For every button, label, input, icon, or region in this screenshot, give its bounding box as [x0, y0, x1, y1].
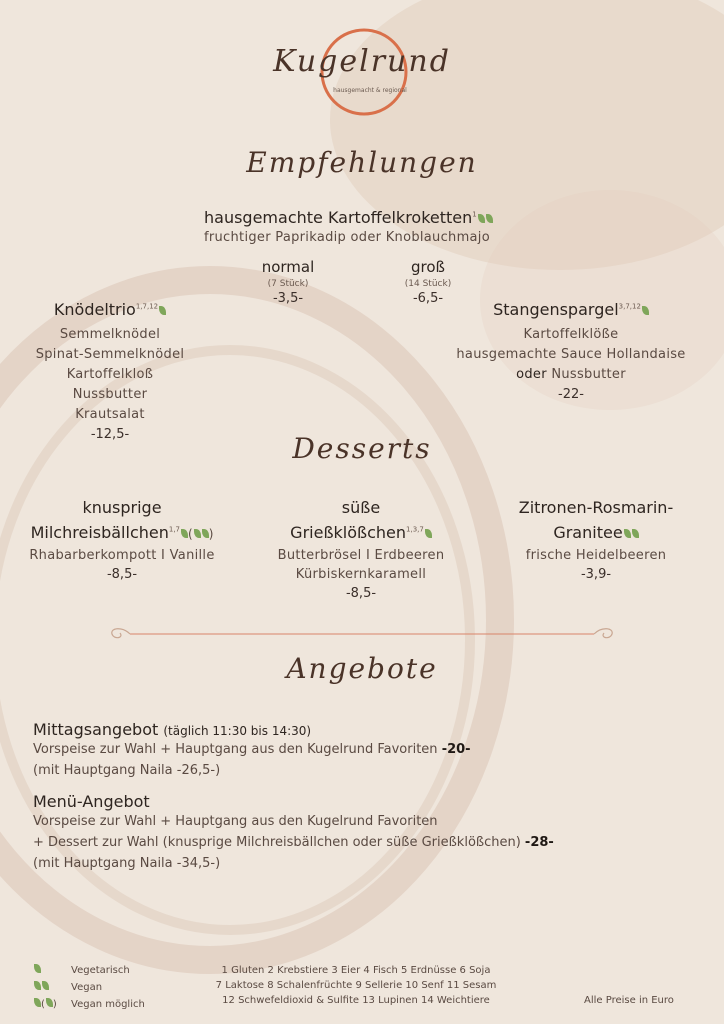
- dessert-desc: Kürbiskernkaramell: [295, 567, 427, 582]
- dessert-price: -8,5-: [106, 567, 138, 582]
- heading-offers: Angebote: [286, 652, 438, 685]
- knoedeltrio-line: Krautsalat: [75, 407, 145, 422]
- vegetarian-icon: [34, 964, 41, 973]
- diet-legend: [33, 958, 213, 1009]
- offer-menu-line: (mit Hauptgang Naila -34,5-): [33, 856, 221, 871]
- paren-close: ): [208, 527, 214, 541]
- legend-row: [33, 958, 213, 975]
- vegan-icon: [46, 998, 53, 1007]
- vegetarian-icon: [425, 529, 432, 538]
- dessert-title-line2: Granitee: [553, 523, 623, 542]
- vegan-icon: [202, 529, 209, 538]
- dessert-title-line1: Zitronen-Rosmarin-: [518, 498, 674, 517]
- allergen-list: [196, 963, 516, 1008]
- dessert-item: [490, 498, 702, 582]
- vegetarian-icon: [181, 529, 188, 538]
- heading-desserts: Desserts: [292, 432, 432, 465]
- spargel-price: -22-: [558, 387, 584, 402]
- size-qty: (14 Stück): [404, 279, 452, 289]
- offer-lunch-title: Mittagsangebot: [33, 720, 159, 739]
- paren-open: (: [41, 999, 45, 1010]
- dessert-item: [258, 498, 464, 601]
- dessert-price: -3,9-: [580, 567, 612, 582]
- allergen-line: 1 Gluten 2 Krebstiere 3 Eier 4 Fisch 5 Erdnüsse 6 Soja: [221, 965, 491, 976]
- spargel-allergens: 3,7,12: [618, 302, 641, 311]
- legend-label: Vegetarisch: [71, 965, 130, 976]
- knoedeltrio-line: Spinat-Semmelknödel: [35, 347, 185, 362]
- vegan-icon: [624, 529, 631, 538]
- size-price: -3,5-: [272, 291, 304, 306]
- croquettes-title: hausgemachte Kartoffelkroketten: [204, 208, 473, 227]
- prices-note: Alle Preise in Euro: [584, 995, 674, 1006]
- vegan-icon: [632, 529, 639, 538]
- dessert-desc: frische Heidelbeeren: [525, 548, 667, 563]
- heading-recommendations: Empfehlungen: [246, 146, 478, 179]
- size-price: -6,5-: [412, 291, 444, 306]
- knoedeltrio-title: Knödeltrio: [53, 300, 136, 319]
- offer-menu-price: -28-: [524, 835, 554, 850]
- size-label: normal: [261, 258, 315, 276]
- legend-row: [33, 975, 213, 992]
- vegetarian-icon: [642, 306, 649, 315]
- croquettes-size-normal: [240, 258, 336, 306]
- dessert-title-line1: süße: [341, 498, 381, 517]
- logo-wordmark: Kugelrund: [273, 44, 451, 79]
- allergen-line: 7 Laktose 8 Schalenfrüchte 9 Sellerie 10 Senf 11 Sesam: [215, 980, 497, 991]
- dessert-item: [12, 498, 232, 582]
- vegan-icon: [194, 529, 201, 538]
- allergen-line: 12 Schwefeldioxid & Sulfite 13 Lupinen 14 Weichtiere: [222, 995, 490, 1006]
- croquettes-subtitle: fruchtiger Paprikadip oder Knoblauchmajo: [204, 230, 490, 245]
- legend-label: Vegan möglich: [71, 999, 145, 1010]
- spargel-line: Kartoffelklöße: [523, 327, 619, 342]
- dessert-title-line2: Grießklößchen: [290, 523, 407, 542]
- vegan-icon: [34, 998, 41, 1007]
- vegan-icon: [486, 214, 493, 223]
- offer-menu-title: Menü-Angebot: [33, 792, 150, 811]
- offer-lunch: [33, 720, 693, 781]
- offer-menu: [33, 792, 703, 874]
- knoedeltrio-line: Kartoffelkloß: [66, 367, 154, 382]
- offer-lunch-note: (täglich 11:30 bis 14:30): [163, 724, 312, 738]
- knoedeltrio-line: Nussbutter: [72, 387, 148, 402]
- dessert-allergens: 1,3,7: [406, 525, 424, 534]
- paren-close: ): [52, 999, 57, 1010]
- size-label: groß: [411, 258, 445, 276]
- offer-menu-line: Vorspeise zur Wahl + Hauptgang aus den Kugelrund Favoriten: [33, 814, 438, 829]
- offer-lunch-line: Vorspeise zur Wahl + Hauptgang aus den Kugelrund Favoriten: [33, 742, 438, 757]
- knoedeltrio-line: Semmelknödel: [59, 327, 161, 342]
- spargel-line: hausgemachte Sauce Hollandaise: [456, 347, 686, 362]
- vegetarian-icon: [159, 306, 166, 315]
- legend-label: Vegan: [71, 982, 103, 993]
- ornamental-divider: [104, 624, 620, 644]
- offer-lunch-line: (mit Hauptgang Naila -26,5-): [33, 763, 221, 778]
- dessert-allergens: 1,7: [168, 525, 181, 534]
- dessert-price: -8,5-: [345, 586, 377, 601]
- legend-row: [33, 992, 213, 1009]
- vegan-icon: [42, 981, 49, 990]
- dessert-title-line1: knusprige: [82, 498, 162, 517]
- vegan-icon: [478, 214, 485, 223]
- spargel-line: Nussbutter: [551, 367, 626, 382]
- logo-tagline: hausgemacht & regional: [333, 87, 407, 94]
- dessert-title-line2: Milchreisbällchen: [30, 523, 169, 542]
- croquettes-item: [204, 208, 544, 227]
- offer-lunch-price: -20-: [441, 742, 471, 757]
- spargel-title: Stangenspargel: [493, 300, 619, 319]
- spargel-item: [440, 300, 702, 402]
- knoedeltrio-item: [10, 300, 210, 442]
- spargel-or: oder: [516, 367, 547, 382]
- croquettes-size-large: [380, 258, 476, 306]
- size-qty: (7 Stück): [267, 279, 309, 289]
- dessert-desc: Rhabarberkompott I Vanille: [29, 548, 215, 563]
- knoedeltrio-allergens: 1,7,12: [135, 302, 159, 311]
- paren-open: (: [188, 527, 193, 541]
- vegan-icon: [34, 981, 41, 990]
- knoedeltrio-price: -12,5-: [90, 427, 130, 442]
- croquettes-allergens: 1: [472, 210, 477, 219]
- offer-menu-line: + Dessert zur Wahl (knusprige Milchreisbällchen oder süße Grießklößchen): [33, 835, 521, 850]
- dessert-desc: Butterbrösel I Erdbeeren: [277, 548, 445, 563]
